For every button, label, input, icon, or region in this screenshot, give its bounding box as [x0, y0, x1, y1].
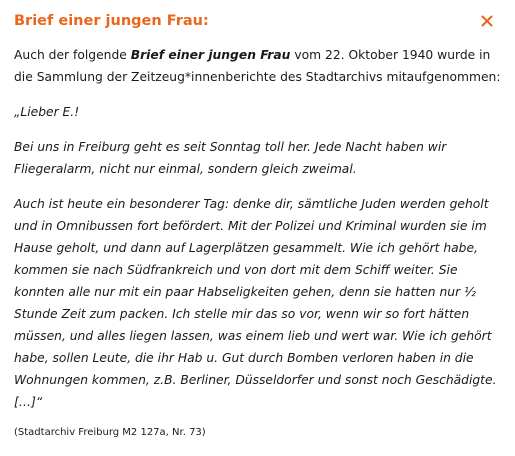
intro-text-after: vom 22. Oktober 1940 wurde in die Sammlung der Zeitzeug*innenberichte des Stadtarchivs mitaufgenommen: [14, 48, 501, 84]
dialog-content [14, 44, 501, 440]
dialog-header [14, 10, 501, 34]
letter-title-emphasis: Brief einer jungen Frau [130, 48, 291, 62]
source-citation: (Stadtarchiv Freiburg M2 127a, Nr. 73) [14, 427, 206, 438]
close-icon [479, 13, 495, 29]
letter-paragraph-1: Bei uns in Freiburg geht es seit Sonntag toll her. Jede Nacht haben wir Fliegeralarm, nicht nur einmal, sondern gleich zweimal. [14, 140, 447, 176]
intro-text-before: Auch der folgende [14, 48, 131, 62]
intro-paragraph [14, 44, 501, 88]
close-button[interactable] [479, 13, 495, 29]
letter-paragraph-2: Auch ist heute ein besonderer Tag: denke dir, sämtliche Juden werden geholt und in Omnibussen fort befördert. Mit der Polizei und Kriminal wurden sie im Hause geholt, und dann auf Lagerplätzen gesammelt. Wie ich gehört habe, kommen sie nach Südfrankreich und von dort mit dem Schiff weiter. Sie konnten alle nur mit ein paar Habseligkeiten gehen, denn sie hatten nur ½ Stunde Zeit zum packen. Ich stelle mir das so vor, wenn wir so fort hätten müssen, und alles liegen lassen, was einem lieb und wert war. Wie ich gehört habe, sollen Leute, die ihr Hab u. Gut durch Bomben verloren haben in die Wohnungen kommen, z.B. Berliner, Düsseldorfer und sonst noch Geschädigte. […]“ [14, 197, 497, 409]
dialog-title: Brief einer jungen Frau: [14, 13, 209, 29]
letter-greeting: „Lieber E.! [14, 105, 80, 119]
